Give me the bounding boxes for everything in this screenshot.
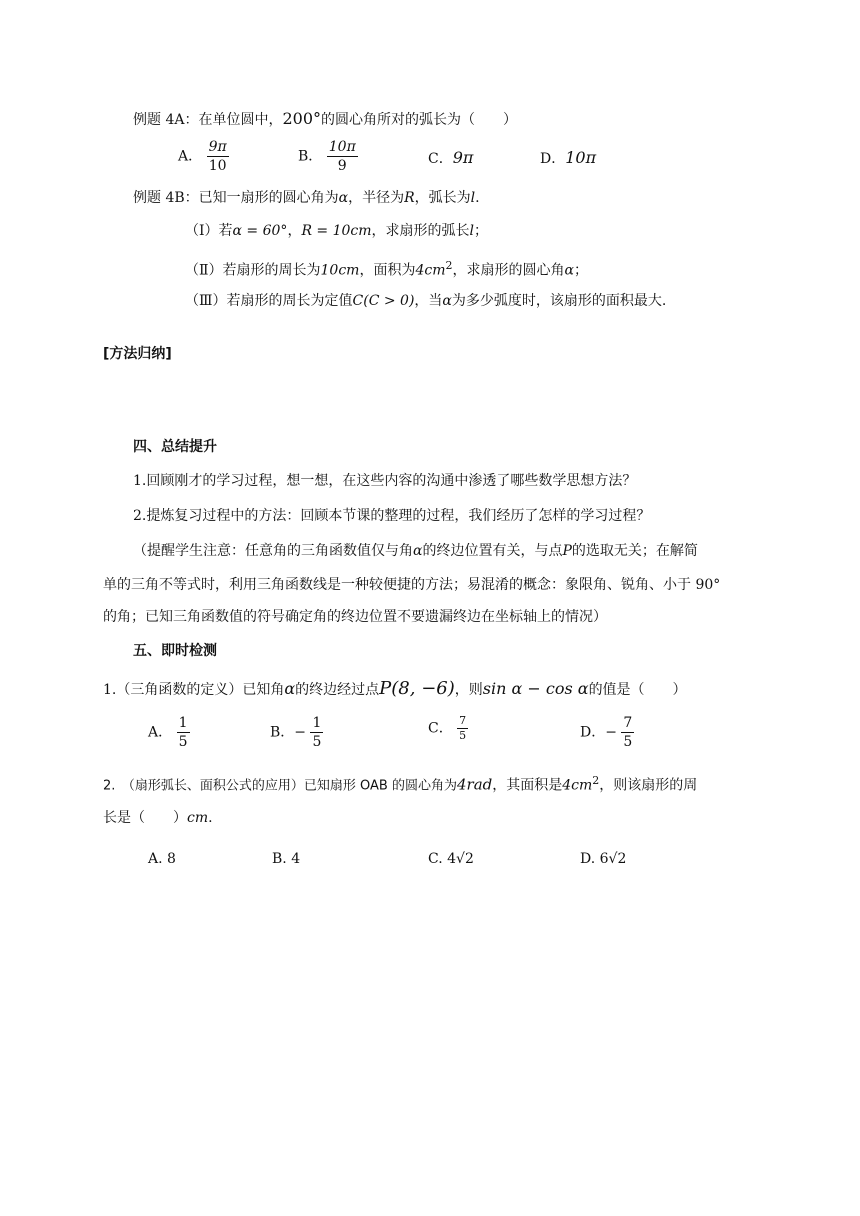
text: ； — [474, 223, 489, 239]
denominator: 5 — [178, 734, 188, 750]
section-4-note-line-1 — [133, 540, 698, 562]
value: 4rad — [456, 775, 493, 794]
fraction — [327, 138, 358, 175]
text: 的终边位置有关，与点 — [422, 543, 563, 559]
choice-label: B. 4 — [272, 851, 301, 867]
section-4-item-2: 2.提炼复习过程中的方法：回顾本节课的整理的过程，我们经历了怎样的学习过程？ — [133, 508, 651, 524]
denominator: 10 — [208, 158, 227, 174]
q2-choice-b — [272, 848, 300, 870]
text: ，则 — [454, 682, 483, 698]
choice-label: A． — [148, 724, 173, 741]
alpha-symbol: α — [564, 262, 574, 279]
choice-value: 9π — [452, 148, 474, 167]
radius-symbol: R — [404, 190, 415, 206]
fraction — [621, 714, 634, 751]
example-4a-question — [133, 108, 517, 131]
text: ，当 — [414, 293, 443, 309]
text: （Ⅰ）若 — [185, 223, 233, 239]
text: （Ⅱ）若扇形的周长为 — [185, 262, 321, 279]
choice-label: C． — [428, 720, 453, 737]
alpha-symbol: α — [413, 543, 423, 559]
sign: − — [605, 724, 617, 741]
choice-label: A． — [178, 148, 203, 165]
text: （Ⅲ）若扇形的周长为定值 — [185, 293, 353, 309]
fraction — [207, 138, 229, 175]
fraction — [310, 714, 323, 751]
text: . — [208, 810, 213, 826]
q1-choice-d — [580, 714, 634, 751]
value: C(C > 0) — [352, 293, 415, 309]
expression: sin α − cos α — [482, 679, 589, 698]
ex4a-choice-a — [178, 138, 229, 175]
q2-choice-a — [148, 848, 176, 870]
value: 4cm — [562, 777, 593, 794]
point-symbol: P — [562, 543, 572, 559]
denominator: 5 — [623, 734, 633, 750]
choice-label: A. 8 — [148, 851, 176, 867]
text: 长是（ ） — [103, 810, 187, 826]
text: 例题 4B：已知一扇形的圆心角为 — [133, 190, 339, 206]
text: 2. （扇形弧长、面积公式的应用）已知扇形 OAB 的圆心角为 — [103, 778, 457, 794]
section-4-title: 四、总结提升 — [133, 439, 217, 455]
denominator: 9 — [337, 158, 347, 174]
text: 的终边经过点 — [295, 682, 380, 698]
choice-value: 4√2 — [447, 851, 474, 867]
numerator: 10π — [328, 139, 356, 155]
point-coordinates: P(8, −6) — [379, 678, 455, 699]
text: 1.（三角函数的定义）已知角 — [103, 682, 285, 698]
superscript: 2 — [592, 774, 600, 787]
example-4b-part-1 — [185, 220, 488, 242]
numerator: 7 — [623, 715, 633, 731]
text: ，求扇形的圆心角 — [452, 262, 565, 279]
equation: R = 10cm — [301, 223, 372, 239]
choice-label: D． — [580, 724, 606, 741]
sign: − — [294, 724, 307, 741]
equation: α = 60° — [232, 223, 288, 239]
question-2-line-2 — [103, 807, 213, 829]
section-4-item-1: 1.回顾刚才的学习过程，想一想，在这些内容的沟通中渗透了哪些数学思想方法？ — [133, 473, 637, 489]
superscript: 2 — [445, 259, 453, 272]
numerator: 7 — [459, 714, 467, 727]
text: ，则该扇形的周 — [599, 777, 698, 794]
ex4a-prefix: 例题 4A：在单位圆中， — [133, 112, 283, 128]
method-summary-heading: [方法归纳] — [103, 346, 172, 362]
text: ，面积为 — [359, 262, 416, 279]
section-4-note-line-2: 单的三角不等式时，利用三角函数线是一种较便捷的方法；易混淆的概念：象限角、锐角、小于 90° — [103, 577, 721, 593]
text: 的选取无关；在解简 — [571, 543, 698, 559]
text: ，弧长为 — [414, 190, 471, 206]
numerator: 1 — [312, 715, 322, 731]
value: 10cm — [320, 262, 360, 279]
arc-symbol: l — [470, 190, 476, 206]
alpha-symbol: α — [338, 190, 349, 206]
text: 的值是（ ） — [588, 682, 687, 698]
q1-choice-a — [148, 714, 190, 751]
section-4-note-line-3: 的角；已知三角函数值的符号确定角的终边位置不要遗漏终边在坐标轴上的情况） — [103, 609, 607, 625]
alpha-symbol: α — [442, 293, 452, 309]
text: ， — [287, 223, 302, 239]
example-4b-intro — [133, 187, 480, 209]
section-5-title: 五、即时检测 — [133, 643, 217, 659]
text: . — [475, 190, 480, 206]
text: ，其面积是 — [492, 777, 563, 794]
q1-choice-c — [428, 714, 468, 743]
choice-label: D. — [580, 851, 596, 867]
q2-choice-d — [580, 848, 626, 870]
ex4a-suffix: 的圆心角所对的弧长为（ ） — [321, 112, 518, 128]
choice-label: D． — [540, 151, 566, 167]
question-1 — [103, 678, 687, 701]
choice-value: 10π — [565, 148, 597, 167]
ex4a-choice-c — [428, 147, 473, 170]
choice-label: B． — [298, 148, 323, 165]
choice-label: C. — [428, 851, 443, 867]
denominator: 5 — [312, 734, 322, 750]
ex4a-choice-b — [298, 138, 358, 175]
text: ，半径为 — [348, 190, 405, 206]
fraction — [457, 714, 468, 743]
ex4a-choice-d — [540, 147, 596, 170]
denominator: 5 — [459, 729, 467, 742]
q1-choice-b — [270, 714, 323, 751]
fraction — [177, 714, 190, 751]
value: 4cm — [415, 262, 446, 279]
example-4b-part-2 — [185, 255, 588, 282]
numerator: 9π — [208, 139, 227, 155]
choice-label: B． — [270, 724, 295, 741]
arc-symbol: l — [469, 223, 475, 239]
numerator: 1 — [178, 715, 188, 731]
unit: cm — [187, 810, 209, 826]
text: 为多少弧度时，该扇形的面积最大. — [451, 293, 667, 309]
example-4b-part-3 — [185, 290, 666, 312]
ex4a-angle: 200° — [282, 109, 322, 128]
text: ，求扇形的弧长 — [371, 223, 470, 239]
text: （提醒学生注意：任意角的三角函数值仅与角 — [133, 543, 413, 559]
text: ； — [573, 262, 588, 279]
choice-label: C． — [428, 151, 453, 167]
alpha-symbol: α — [284, 679, 296, 698]
choice-value: 6√2 — [599, 851, 627, 867]
question-2-line-1 — [103, 770, 697, 798]
q2-choice-c — [428, 848, 474, 870]
